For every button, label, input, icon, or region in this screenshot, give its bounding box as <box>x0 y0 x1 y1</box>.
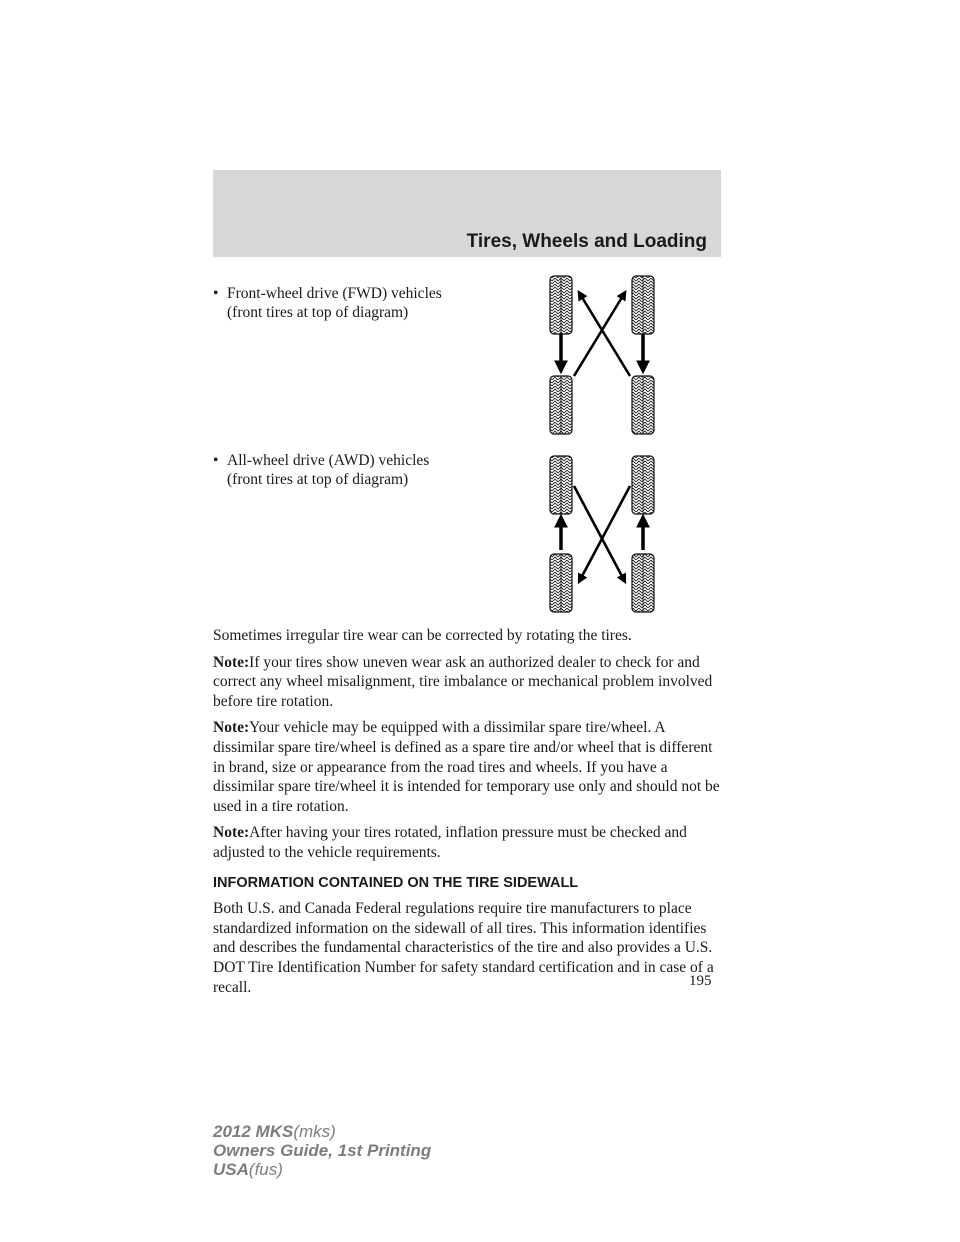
footer-model: 2012 MKS <box>213 1122 294 1141</box>
tire-front-right <box>632 276 654 334</box>
tire-rear-left <box>550 554 572 612</box>
footer-line-2 <box>213 1141 431 1160</box>
header-band <box>213 170 721 257</box>
note-2-text: Your vehicle may be equipped with a dissimilar spare tire/wheel. A dissimilar spare tire/wheel is defined as a spare tire and/or wheel that is different in brand, size or appearance from the road tires and wheels. If you have a dissimilar spare tire/wheel it is intended for temporary use only and should not be used in a tire rotation. <box>213 719 720 815</box>
paragraph-rotation: Sometimes irregular tire wear can be corrected by rotating the tires. <box>213 627 632 644</box>
footer-line-3 <box>213 1160 431 1179</box>
tire-rear-right <box>632 376 654 434</box>
bullet-fwd-line2: (front tires at top of diagram) <box>227 304 409 321</box>
bullet-fwd <box>213 284 503 322</box>
bullet-awd-line1: All-wheel drive (AWD) vehicles <box>227 452 430 469</box>
fwd-rotation-diagram <box>510 272 680 437</box>
note-label: Note: <box>213 719 250 737</box>
tire-rear-right <box>632 554 654 612</box>
bullet-fwd-line1: Front-wheel drive (FWD) vehicles <box>227 285 442 302</box>
footer-printing: Owners Guide, 1st Printing <box>213 1141 432 1160</box>
tire-front-right <box>632 456 654 514</box>
arrow-rear-right-to-front-left <box>580 294 630 376</box>
note-3-text: After having your tires rotated, inflation pressure must be checked and adjusted to the vehicle requirements. <box>213 824 687 861</box>
note-label: Note: <box>213 824 250 842</box>
footer-line-1 <box>213 1122 431 1141</box>
footer-model-code: (mks) <box>293 1122 336 1141</box>
note-1 <box>213 653 723 712</box>
note-3 <box>213 823 723 862</box>
tire-rear-left <box>550 376 572 434</box>
awd-rotation-diagram <box>510 452 680 617</box>
section-heading: INFORMATION CONTAINED ON THE TIRE SIDEWALL <box>213 874 579 891</box>
section-title: Tires, Wheels and Loading <box>466 231 707 252</box>
note-label: Note: <box>213 653 250 671</box>
note-2 <box>213 718 723 816</box>
footer-market-code: (fus) <box>248 1160 283 1179</box>
bullet-awd-line2: (front tires at top of diagram) <box>227 471 409 488</box>
body-text <box>213 626 723 1004</box>
paragraph-sidewall: Both U.S. and Canada Federal regulations require tire manufacturers to place standardized information on the sidewall of all tires. This information identifies and describes the fundamental characteristics of the tire and also provides a U.S. DOT Tire Identification Number for safety standard certification and in case of a recall. <box>213 900 714 996</box>
page-number: 195 <box>689 973 712 989</box>
arrow-front-left-to-rear-right <box>574 486 624 580</box>
bullet-symbol: • <box>213 452 219 469</box>
bullet-symbol: • <box>213 285 219 302</box>
footer-market: USA <box>213 1160 249 1179</box>
arrow-rear-left-to-front-right <box>574 294 624 376</box>
tire-front-left <box>550 276 572 334</box>
tire-front-left <box>550 456 572 514</box>
arrow-front-right-to-rear-left <box>580 486 630 580</box>
footer <box>213 1122 431 1179</box>
bullet-awd <box>213 451 503 489</box>
note-1-text: If your tires show uneven wear ask an authorized dealer to check for and correct any wheel misalignment, tire imbalance or mechanical problem involved before tire rotation. <box>213 653 713 710</box>
